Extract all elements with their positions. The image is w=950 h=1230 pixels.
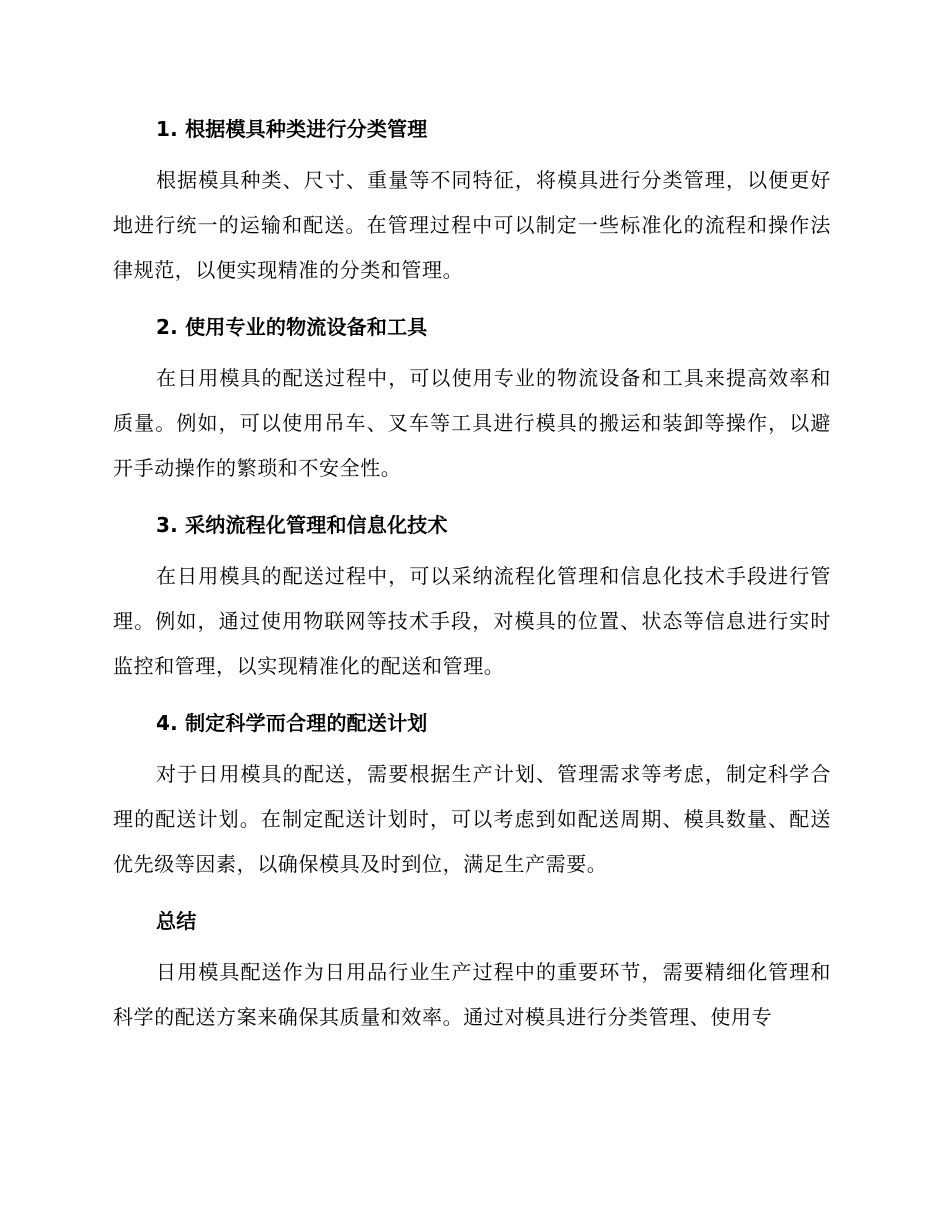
- section-4-heading: 4. 制定科学而合理的配送计划: [156, 711, 428, 735]
- summary-heading: 总结: [156, 909, 197, 933]
- document-body: [113, 108, 831, 1040]
- section-3-heading: 3. 采纳流程化管理和信息化技术: [156, 513, 448, 537]
- section-3-paragraph: 在日用模具的配送过程中，可以采纳流程化管理和信息化技术手段进行管理。例如，通过使用物联网等技术手段，对模具的位置、状态等信息进行实时监控和管理，以实现精准化的配送和管理。: [113, 564, 831, 678]
- section-1-heading: 1. 根据模具种类进行分类管理: [156, 117, 428, 141]
- section-4-paragraph: 对于日用模具的配送，需要根据生产计划、管理需求等考虑，制定科学合理的配送计划。在制定配送计划时，可以考虑到如配送周期、模具数量、配送优先级等因素，以确保模具及时到位，满足生产需要。: [113, 762, 831, 876]
- section-2-heading: 2. 使用专业的物流设备和工具: [156, 315, 428, 339]
- summary-paragraph: 日用模具配送作为日用品行业生产过程中的重要环节，需要精细化管理和科学的配送方案来确保其质量和效率。通过对模具进行分类管理、使用专: [113, 960, 831, 1029]
- section-2-paragraph: 在日用模具的配送过程中，可以使用专业的物流设备和工具来提高效率和质量。例如，可以使用吊车、叉车等工具进行模具的搬运和装卸等操作，以避开手动操作的繁琐和不安全性。: [113, 366, 831, 480]
- section-1-paragraph: 根据模具种类、尺寸、重量等不同特征，将模具进行分类管理，以便更好地进行统一的运输和配送。在管理过程中可以制定一些标准化的流程和操作法律规范，以便实现精准的分类和管理。: [113, 168, 831, 282]
